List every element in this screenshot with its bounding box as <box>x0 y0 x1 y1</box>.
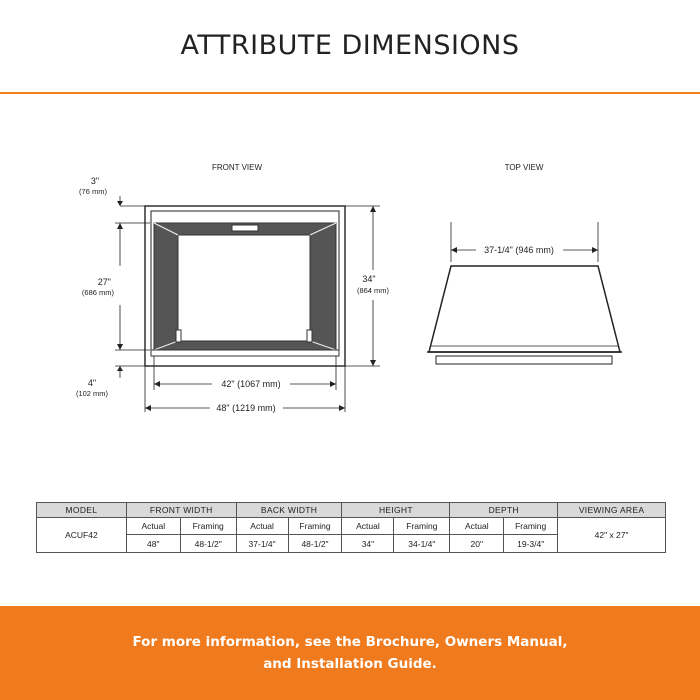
table-cell: 48-1/2" <box>180 535 236 553</box>
overall-height-mm-label: (864 mm) <box>356 286 390 295</box>
top-view-drawing <box>427 266 622 364</box>
bottom-margin-label: 4" <box>87 378 97 388</box>
inner-width-label: 42" (1067 mm) <box>221 379 281 389</box>
top-view-dimension <box>451 222 598 262</box>
sub-header: Framing <box>394 518 450 535</box>
viewing-area-cell: 42" x 27" <box>558 518 666 553</box>
footer-banner <box>0 606 700 700</box>
table-cell: 34-1/4" <box>394 535 450 553</box>
col-header-height: HEIGHT <box>342 503 450 518</box>
table-cell: 34" <box>342 535 394 553</box>
sub-header: Framing <box>504 518 558 535</box>
overall-height-label: 34" <box>362 274 376 284</box>
table-cell: 48-1/2" <box>288 535 342 553</box>
col-header-depth: DEPTH <box>450 503 558 518</box>
sub-header: Actual <box>126 518 180 535</box>
table-cell: 20" <box>450 535 504 553</box>
back-width-label: 37-1/4" (946 mm) <box>484 245 554 255</box>
page-title: ATTRIBUTE DIMENSIONS <box>180 30 520 61</box>
sub-header: Actual <box>450 518 504 535</box>
bottom-margin-mm-label: (102 mm) <box>75 389 109 398</box>
top-margin-mm-label: (76 mm) <box>79 187 107 196</box>
outer-width-label: 48" (1219 mm) <box>216 403 276 413</box>
table-header-row <box>37 503 666 518</box>
col-header-back-width: BACK WIDTH <box>236 503 342 518</box>
front-view-drawing <box>145 206 345 366</box>
col-header-model: MODEL <box>37 503 127 518</box>
top-margin-label: 3" <box>90 176 100 186</box>
table-cell: 48" <box>126 535 180 553</box>
sub-header: Actual <box>236 518 288 535</box>
table-cell: 19-3/4" <box>504 535 558 553</box>
sub-header: Actual <box>342 518 394 535</box>
sub-header: Framing <box>180 518 236 535</box>
footer-text: For more information, see the Brochure, Owners Manual, and Installation Guide. <box>132 634 568 672</box>
spec-table <box>36 502 666 553</box>
table-subheader-row <box>37 518 666 535</box>
table-cell: 37-1/4" <box>236 535 288 553</box>
viewing-height-mm-label: (686 mm) <box>81 288 114 297</box>
top-view-label: TOP VIEW <box>504 163 544 172</box>
viewing-height-label: 27" <box>97 277 111 287</box>
front-view-label: FRONT VIEW <box>211 163 263 172</box>
col-header-viewing-area: VIEWING AREA <box>558 503 666 518</box>
col-header-front-width: FRONT WIDTH <box>126 503 236 518</box>
model-cell: ACUF42 <box>37 518 127 553</box>
sub-header: Framing <box>288 518 342 535</box>
